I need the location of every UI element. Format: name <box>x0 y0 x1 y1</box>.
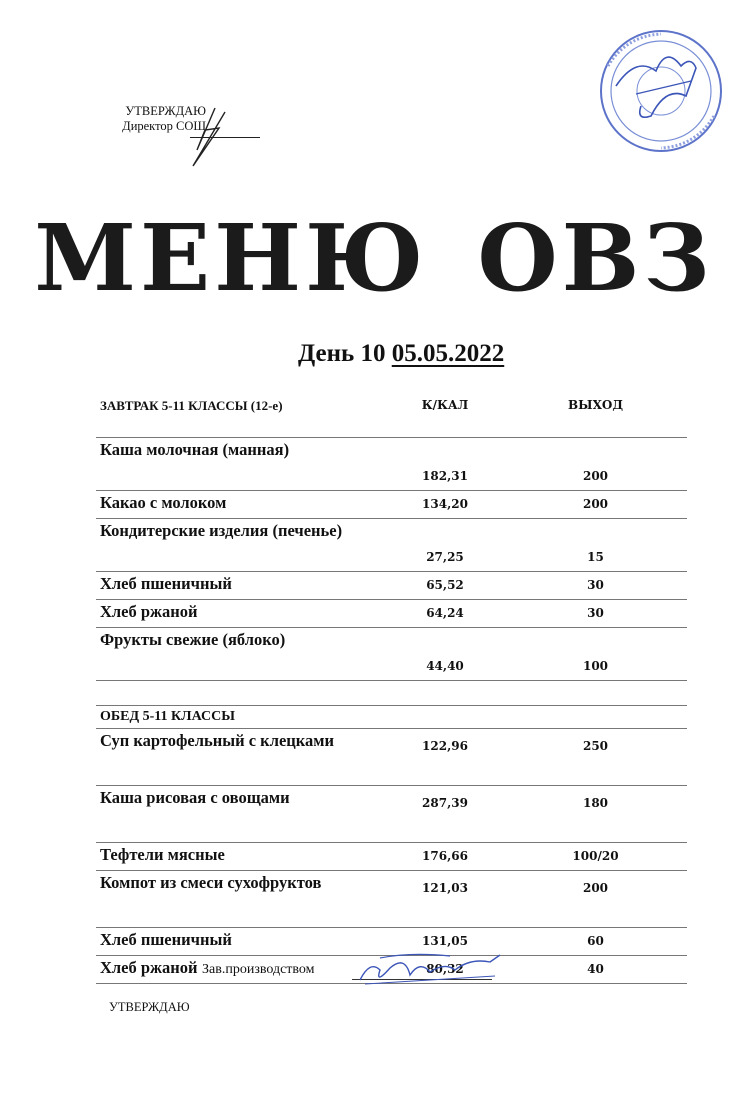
dish-name: Компот из смеси сухофруктов <box>96 871 386 928</box>
dish-output: 180 <box>504 786 687 843</box>
school-seal-icon <box>596 26 726 156</box>
dish-name: Хлеб пшеничный <box>96 572 386 600</box>
dish-name: Хлеб пшеничный <box>96 928 386 956</box>
dish-output: 200 <box>504 871 687 928</box>
dish-name: Каша рисовая с овощами <box>96 786 386 843</box>
dish-output: 250 <box>504 729 687 786</box>
dish-output: 30 <box>504 572 687 600</box>
day-date: 05.05.2022 <box>391 340 505 367</box>
day-heading <box>298 340 504 368</box>
table-row <box>96 519 687 572</box>
dish-output: 100/20 <box>504 843 687 871</box>
dish-output: 30 <box>504 600 687 628</box>
page-title <box>0 204 748 312</box>
table-row <box>96 491 687 519</box>
header-output: ВЫХОД <box>504 391 687 438</box>
dish-output: 200 <box>504 438 687 491</box>
table-row <box>96 871 687 928</box>
dish-output: 40 <box>504 956 687 984</box>
table-spacer-row <box>96 681 687 706</box>
title-word-ovz: ОВЗ <box>477 204 714 312</box>
table-row <box>96 600 687 628</box>
dish-name: Суп картофельный с клецками <box>96 729 386 786</box>
approval-title: УТВЕРЖДАЮ <box>125 104 206 118</box>
chef-signature-icon <box>350 940 510 1000</box>
dish-kcal: 182,31 <box>386 438 504 491</box>
approval-director: Директор СОШ <box>122 119 206 133</box>
dish-kcal: 65,52 <box>386 572 504 600</box>
table-row <box>96 628 687 681</box>
title-word-menu: МЕНЮ <box>34 204 428 312</box>
dish-kcal: 287,39 <box>386 786 504 843</box>
dish-name: Какао с молоком <box>96 491 386 519</box>
dish-kcal: 131,05 <box>386 928 504 956</box>
lunch-header: ОБЕД 5-11 КЛАССЫ <box>96 706 386 729</box>
table-row <box>96 729 687 786</box>
dish-output: 15 <box>504 519 687 572</box>
chef-label: Зав.производством <box>202 962 315 977</box>
day-label: День 10 <box>298 340 386 367</box>
director-signature-icon <box>175 100 245 170</box>
footer-approval: УТВЕРЖДАЮ <box>109 1000 190 1014</box>
dish-name: Фрукты свежие (яблоко) <box>96 628 386 681</box>
table-row <box>96 786 687 843</box>
dish-kcal: 134,20 <box>386 491 504 519</box>
dish-kcal: 44,40 <box>386 628 504 681</box>
dish-output: 200 <box>504 491 687 519</box>
menu-table <box>96 391 687 984</box>
table-header-row <box>96 391 687 438</box>
table-row <box>96 843 687 871</box>
table-row <box>96 438 687 491</box>
lunch-header-row <box>96 706 687 729</box>
dish-kcal: 80,32 <box>386 956 504 984</box>
dish-name: Каша молочная (манная) <box>96 438 386 491</box>
dish-kcal: 176,66 <box>386 843 504 871</box>
dish-name: Кондитерские изделия (печенье) <box>96 519 386 572</box>
dish-name: Хлеб ржаной <box>96 956 386 984</box>
dish-kcal: 64,24 <box>386 600 504 628</box>
header-kcal: К/КАЛ <box>386 391 504 438</box>
table-row <box>96 572 687 600</box>
dish-output: 100 <box>504 628 687 681</box>
dish-kcal: 122,96 <box>386 729 504 786</box>
dish-kcal: 27,25 <box>386 519 504 572</box>
dish-kcal: 121,03 <box>386 871 504 928</box>
header-meal: ЗАВТРАК 5-11 КЛАССЫ (12-е) <box>96 391 386 438</box>
dish-name: Хлеб ржаной <box>96 600 386 628</box>
dish-name: Тефтели мясные <box>96 843 386 871</box>
dish-output: 60 <box>504 928 687 956</box>
